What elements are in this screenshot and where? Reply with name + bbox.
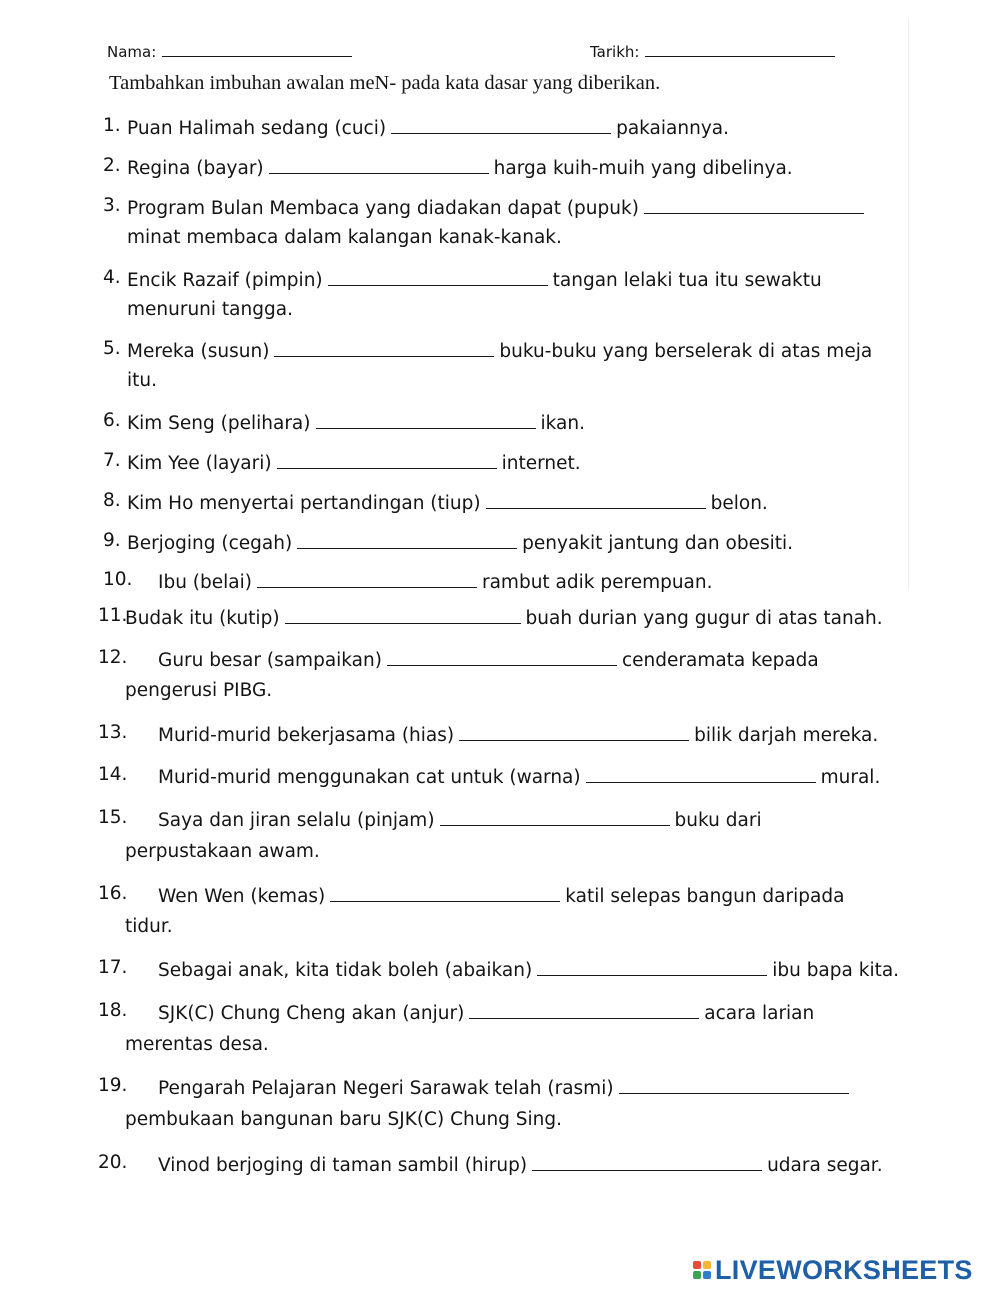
answer-blank[interactable] xyxy=(537,959,767,976)
answer-blank[interactable] xyxy=(532,1154,762,1171)
question-number: 5. xyxy=(103,338,121,359)
question-number: 15. xyxy=(98,807,128,828)
question-continuation: merentas desa. xyxy=(125,1034,269,1055)
question-text: Budak itu (kutip) xyxy=(125,608,280,629)
question-11 xyxy=(125,607,883,629)
question-text-after: rambut adik perempuan. xyxy=(481,572,713,593)
answer-blank[interactable] xyxy=(459,724,689,741)
answer-blank[interactable] xyxy=(257,571,477,588)
question-text-after: cenderamata kepada xyxy=(621,650,819,671)
question-9 xyxy=(127,532,793,554)
question-text-after: mural. xyxy=(820,767,881,788)
question-text-after: acara larian xyxy=(704,1003,815,1024)
question-text: Kim Ho menyertai pertandingan (tiup) xyxy=(127,493,481,514)
question-number: 7. xyxy=(103,450,121,471)
nama-label: Nama: xyxy=(107,43,157,61)
answer-blank[interactable] xyxy=(285,607,521,624)
question-number: 2. xyxy=(103,155,121,176)
question-text-after: buku dari xyxy=(674,810,762,831)
question-text: Guru besar (sampaikan) xyxy=(158,650,382,671)
question-text: Mereka (susun) xyxy=(127,341,270,362)
question-continuation: tidur. xyxy=(125,916,173,937)
answer-blank[interactable] xyxy=(277,452,497,469)
question-number: 16. xyxy=(98,883,128,904)
question-text: Vinod berjoging di taman sambil (hirup) xyxy=(158,1155,528,1176)
question-number: 18. xyxy=(98,1000,128,1021)
question-17 xyxy=(158,959,899,981)
question-2 xyxy=(127,157,793,179)
question-continuation: minat membaca dalam kalangan kanak-kanak. xyxy=(127,227,562,248)
question-text-after: bilik darjah mereka. xyxy=(694,725,879,746)
answer-blank[interactable] xyxy=(297,532,517,549)
question-number: 8. xyxy=(103,490,121,511)
question-number: 6. xyxy=(103,410,121,431)
question-text-after: udara segar. xyxy=(767,1155,883,1176)
question-text: Sebagai anak, kita tidak boleh (abaikan) xyxy=(158,960,533,981)
question-text: Puan Halimah sedang (cuci) xyxy=(127,118,387,139)
question-number: 11. xyxy=(98,605,128,626)
question-text-after: pakaiannya. xyxy=(616,118,729,139)
question-14 xyxy=(158,766,880,788)
answer-blank[interactable] xyxy=(486,492,706,509)
question-text: Kim Seng (pelihara) xyxy=(127,413,311,434)
question-18 xyxy=(158,1002,814,1024)
question-number: 13. xyxy=(98,722,128,743)
question-text: Wen Wen (kemas) xyxy=(158,886,326,907)
instruction-text: Tambahkan imbuhan awalan meN- pada kata dasar yang diberikan. xyxy=(109,72,661,94)
question-5 xyxy=(127,340,872,362)
question-number: 3. xyxy=(103,195,121,216)
answer-blank[interactable] xyxy=(586,766,816,783)
question-text: Kim Yee (layari) xyxy=(127,453,272,474)
question-text-after: tangan lelaki tua itu sewaktu xyxy=(552,270,822,291)
question-number: 12. xyxy=(98,647,128,668)
question-text-after: penyakit jantung dan obesiti. xyxy=(522,533,794,554)
logo-text: LIVEWORKSHEETS xyxy=(715,1254,973,1285)
answer-blank[interactable] xyxy=(269,157,489,174)
question-16 xyxy=(158,885,844,907)
question-text-after: internet. xyxy=(501,453,581,474)
question-text: Program Bulan Membaca yang diadakan dapat (pupuk) xyxy=(127,198,639,219)
question-number: 4. xyxy=(103,267,121,288)
answer-blank[interactable] xyxy=(469,1002,699,1019)
answer-blank[interactable] xyxy=(274,340,494,357)
answer-blank[interactable] xyxy=(387,649,617,666)
question-15 xyxy=(158,809,762,831)
question-number: 20. xyxy=(98,1152,128,1173)
question-12 xyxy=(158,649,819,671)
question-6 xyxy=(127,412,585,434)
question-continuation: menuruni tangga. xyxy=(127,299,293,320)
question-13 xyxy=(158,724,878,746)
question-7 xyxy=(127,452,581,474)
answer-blank[interactable] xyxy=(316,412,536,429)
question-8 xyxy=(127,492,768,514)
question-text-after: ibu bapa kita. xyxy=(772,960,900,981)
question-continuation: pembukaan bangunan baru SJK(C) Chung Sing. xyxy=(125,1109,563,1130)
question-text: Regina (bayar) xyxy=(127,158,264,179)
question-continuation: itu. xyxy=(127,370,157,391)
answer-blank[interactable] xyxy=(644,197,864,214)
question-10 xyxy=(158,571,713,593)
question-3 xyxy=(127,197,869,219)
question-text-after: harga kuih-muih yang dibelinya. xyxy=(493,158,793,179)
question-text: Ibu (belai) xyxy=(158,572,252,593)
answer-blank[interactable] xyxy=(391,117,611,134)
question-text-after: buku-buku yang berselerak di atas meja xyxy=(499,341,873,362)
question-text: Saya dan jiran selalu (pinjam) xyxy=(158,810,435,831)
question-20 xyxy=(158,1154,883,1176)
question-number: 14. xyxy=(98,764,128,785)
question-number: 9. xyxy=(103,530,121,551)
question-19 xyxy=(158,1077,854,1099)
question-continuation: pengerusi PIBG. xyxy=(125,680,273,701)
question-number: 19. xyxy=(98,1075,128,1096)
question-text-after: belon. xyxy=(710,493,768,514)
question-number: 1. xyxy=(103,115,121,136)
question-text: Berjoging (cegah) xyxy=(127,533,293,554)
question-4 xyxy=(127,269,822,291)
liveworksheets-logo xyxy=(693,1254,973,1285)
answer-blank[interactable] xyxy=(330,885,560,902)
question-number: 17. xyxy=(98,957,128,978)
liveworksheets-logo-icon xyxy=(693,1261,711,1279)
nama-field xyxy=(107,43,357,61)
answer-blank[interactable] xyxy=(440,809,670,826)
question-text: SJK(C) Chung Cheng akan (anjur) xyxy=(158,1003,465,1024)
question-1 xyxy=(127,117,729,139)
question-text-after: katil selepas bangun daripada xyxy=(565,886,845,907)
question-text: Murid-murid bekerjasama (hias) xyxy=(158,725,455,746)
answer-blank[interactable] xyxy=(328,269,548,286)
question-text: Encik Razaif (pimpin) xyxy=(127,270,323,291)
answer-blank[interactable] xyxy=(619,1077,849,1094)
question-text: Murid-murid menggunakan cat untuk (warna) xyxy=(158,767,581,788)
nama-input-line[interactable] xyxy=(162,43,352,57)
tarikh-input-line[interactable] xyxy=(645,43,835,57)
page-edge-rule xyxy=(908,18,909,590)
question-continuation: perpustakaan awam. xyxy=(125,841,320,862)
tarikh-field xyxy=(590,43,840,61)
question-text-after: ikan. xyxy=(540,413,585,434)
tarikh-label: Tarikh: xyxy=(590,43,640,61)
question-text-after: buah durian yang gugur di atas tanah. xyxy=(525,608,883,629)
question-text: Pengarah Pelajaran Negeri Sarawak telah (rasmi) xyxy=(158,1078,614,1099)
question-number: 10. xyxy=(103,569,133,590)
